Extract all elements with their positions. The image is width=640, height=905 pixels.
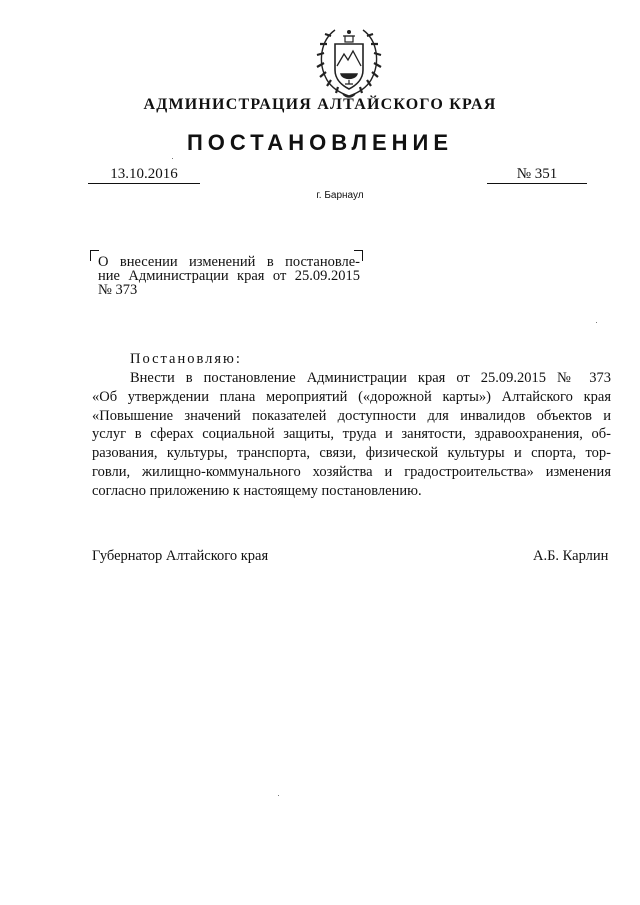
coat-of-arms-emblem-icon: [313, 18, 385, 100]
document-number: № 351: [487, 165, 587, 184]
document-type-title: ПОСТАНОВЛЕНИЕ: [186, 130, 454, 155]
body-line: говли, жилищно-коммунального хозяйства и градостроительства» изменения: [92, 463, 611, 480]
scan-speck: [278, 795, 279, 796]
decree-word: Постановляю:: [130, 351, 242, 367]
subject-block: [98, 255, 360, 297]
subject-line: ние Администрации края от 25.09.2015: [98, 268, 360, 284]
organization-title: АДМИНИСТРАЦИЯ АЛТАЙСКОГО КРАЯ: [143, 96, 497, 113]
scan-speck: [596, 322, 597, 323]
subject-line: № 373: [98, 282, 138, 298]
scan-speck: [172, 158, 173, 159]
body-line: согласно приложению к настоящему постановлению.: [92, 482, 422, 499]
body-line: разования, культуры, транспорта, связи, физической культуры и спорта, тор-: [92, 445, 611, 462]
body-text: [92, 369, 611, 501]
subject-line: О внесении изменений в постановле-: [98, 254, 360, 270]
body-line: «Об утверждении плана мероприятий («дорожной карты») Алтайского края: [92, 388, 611, 405]
body-line: «Повышение значений показателей доступности для инвалидов объектов и: [92, 407, 611, 424]
document-city: г. Барнаул: [316, 190, 364, 201]
signatory-title: Губернатор Алтайского края: [92, 548, 269, 564]
body-line: Внести в постановление Администрации края от 25.09.2015 № 373: [130, 370, 611, 386]
document-date: 13.10.2016: [88, 165, 200, 184]
body-line: услуг в сферах социальной защиты, труда и занятости, здравоохранения, об-: [92, 426, 611, 443]
signatory-name: А.Б. Карлин: [533, 548, 609, 564]
